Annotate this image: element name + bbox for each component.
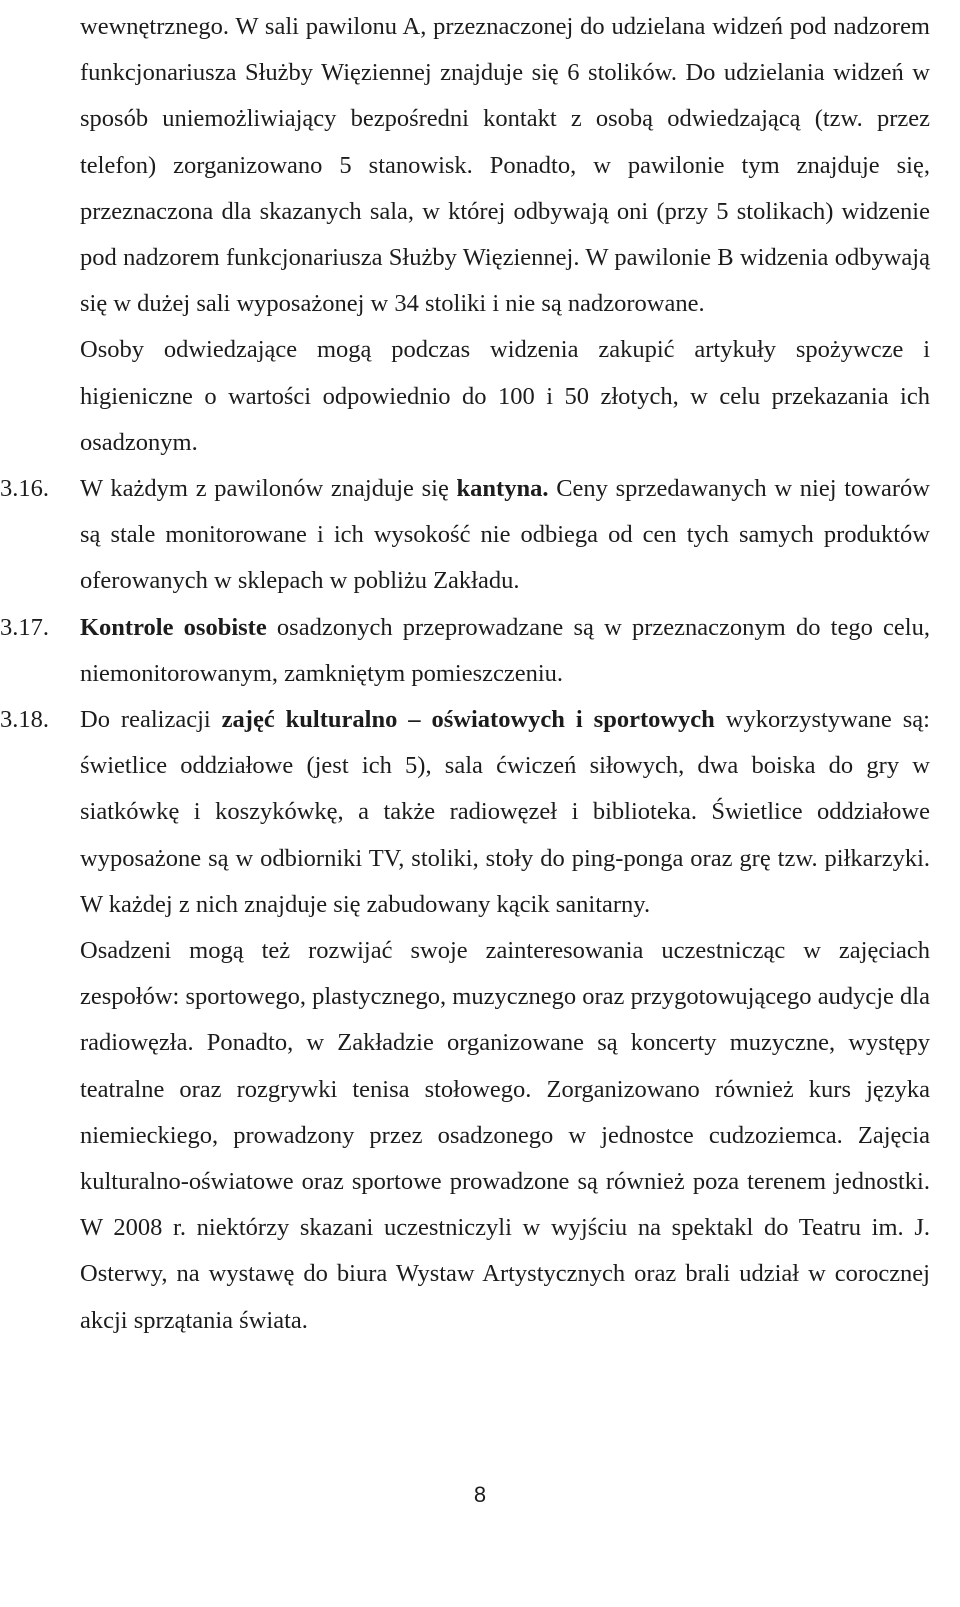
section-number: 3.18. [0, 706, 49, 734]
section-3-16-text [80, 466, 930, 605]
section-3-18-paragraph-2: Osadzeni mogą też rozwijać swoje zainteresowania uczestnicząc w zajęciach zespołów: sportowego, plastycznego, muzycznego oraz przygotowującego audycje dla radiowęzła. Ponadto, w Zakładzie organizowane są koncerty muzyczne, występy teatralne oraz rozgrywki tenisa stołowego. Zorganizowano również kurs języka niemieckiego, prowadzony przez osadzonego w jednostce cudzoziemca. Zajęcia kulturalno-oświatowe oraz sportowe prowadzone są również poza terenem jednostki. W 2008 r. niektórzy skazani uczestniczyli w wyjściu na spektakl do Teatru im. J. Osterwy, na wystawę do biura Wystaw Artystycznych oraz brali udział w corocznej akcji sprzątania świata. [80, 937, 930, 1334]
section-3-16 [0, 466, 930, 605]
document-body [0, 4, 930, 1344]
page-number: 8 [473, 1482, 487, 1507]
text-run: Ceny sprzedawanych w niej towarów są stale monitorowane i ich wysokość nie odbiega od cen tych samych produktów oferowanych w sklepach w pobliżu Zakładu. [80, 475, 930, 595]
section-number: 3.16. [0, 475, 49, 503]
text-run: Do realizacji [80, 706, 222, 734]
paragraph-visitor-purchases: Osoby odwiedzające mogą podczas widzenia zakupić artykuły spożywcze i higieniczne o wartości odpowiednio do 100 i 50 złotych, w celu przekazania ich osadzonym. [80, 336, 930, 456]
section-3-18 [0, 697, 930, 1344]
paragraph-visits: wewnętrznego. W sali pawilonu A, przeznaczonej do udzielana widzeń pod nadzorem funkcjonariusza Służby Więziennej znajduje się 6 stolików. Do udzielania widzeń w sposób uniemożliwiający bezpośredni kontakt z osobą odwiedzającą (tzw. przez telefon) zorganizowano 5 stanowisk. Ponadto, w pawilonie tym znajduje się, przeznaczona dla skazanych sala, w której odbywają oni (przy 5 stolikach) widzenie pod nadzorem funkcjonariusza Służby Więziennej. W pawilonie B widzenia odbywają się w dużej sali wyposażonej w 34 stoliki i nie są nadzorowane. [80, 13, 930, 318]
text-run: wykorzystywane są: świetlice oddziałowe (jest ich 5), sala ćwiczeń siłowych, dwa boiska do gry w siatkówkę i koszykówkę, a także radiowęzeł i biblioteka. Świetlice oddziałowe wyposażone są w odbiorniki TV, stoliki, stoły do ping-ponga oraz grę tzw. piłkarzyki. W każdej z nich znajduje się zabudowany kącik sanitarny. [80, 706, 930, 918]
section-number: 3.17. [0, 613, 49, 641]
bold-term-kontrole: Kontrole osobiste [80, 613, 267, 641]
text-run: W każdym z pawilonów znajduje się [80, 475, 457, 503]
section-3-17-text [80, 605, 930, 697]
section-3-18-text [80, 697, 930, 928]
text-run: osadzonych przeprowadzane są w przeznaczonym do tego celu, niemonitorowanym, zamkniętym pomieszczeniu. [80, 613, 930, 687]
bold-term-kantyna: kantyna. [456, 475, 549, 503]
bold-term-zajecia: zajęć kulturalno – oświatowych i sportowych [221, 706, 715, 734]
section-3-17 [0, 605, 930, 697]
